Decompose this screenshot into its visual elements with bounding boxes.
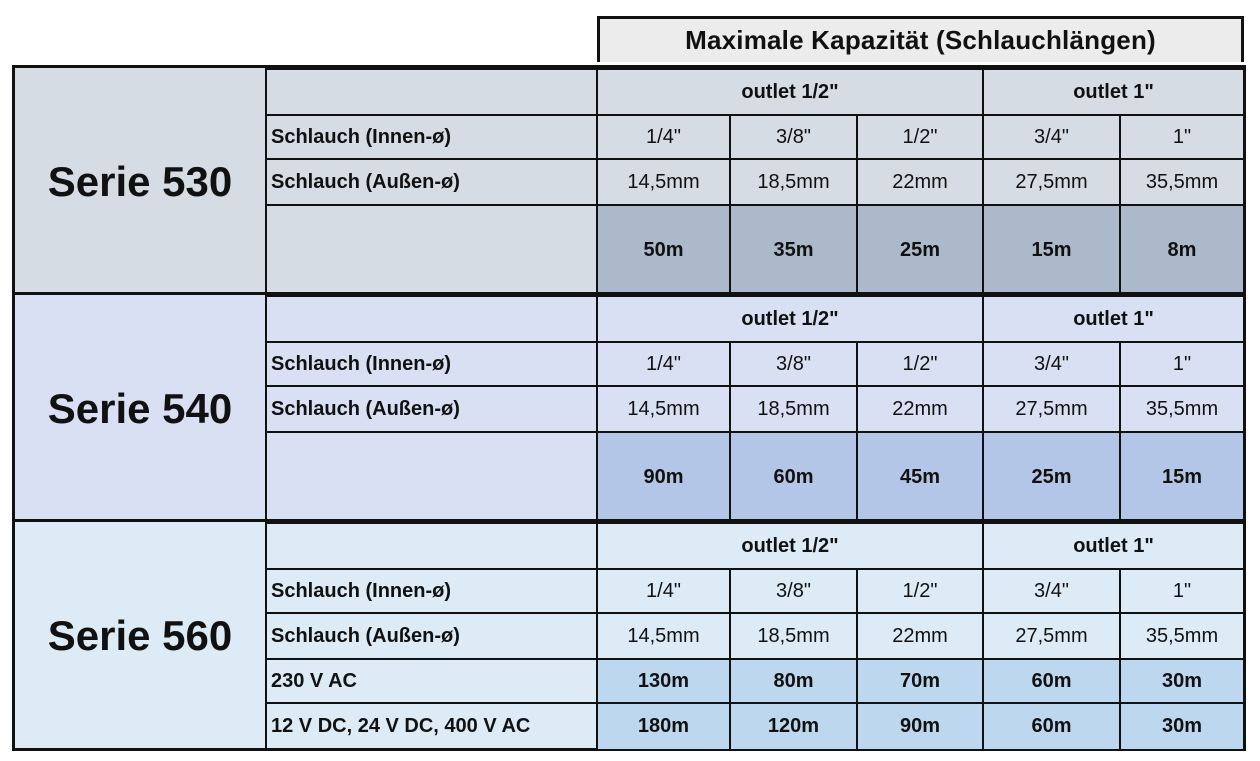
inner-diameter-cell: 3/8"	[730, 342, 857, 386]
outer-diameter-cell: 14,5mm	[597, 613, 730, 659]
inner-diameter-cell: 1"	[1120, 569, 1243, 613]
row-label: Schlauch (Innen-ø)	[266, 569, 597, 613]
capacity-value-cell: 45m	[857, 432, 983, 521]
outer-diameter-cell: 14,5mm	[597, 159, 730, 205]
capacity-value-cell: 15m	[983, 205, 1120, 294]
outer-diameter-cell: 18,5mm	[730, 613, 857, 659]
outer-diameter-cell: 22mm	[857, 159, 983, 205]
outer-diameter-cell: 18,5mm	[730, 159, 857, 205]
outer-diameter-cell: 27,5mm	[983, 386, 1120, 432]
inner-diameter-cell: 1/2"	[857, 569, 983, 613]
row-label: Schlauch (Außen-ø)	[266, 386, 597, 432]
outlet-group-header: outlet 1/2"	[597, 69, 983, 115]
outer-diameter-cell: 22mm	[857, 613, 983, 659]
capacity-value-cell: 15m	[1120, 432, 1243, 521]
series-name: Serie 540	[15, 296, 266, 521]
inner-diameter-cell: 3/8"	[730, 569, 857, 613]
row-label	[266, 205, 597, 294]
inner-diameter-cell: 3/8"	[730, 115, 857, 159]
capacity-value-cell: 50m	[597, 205, 730, 294]
row-label: Schlauch (Innen-ø)	[266, 342, 597, 386]
capacity-value-cell: 130m	[597, 659, 730, 703]
table-title: Maximale Kapazität (Schlauchlängen)	[597, 16, 1244, 62]
series-name: Serie 530	[15, 69, 266, 294]
row-label: 230 V AC	[266, 659, 597, 703]
outer-diameter-cell: 18,5mm	[730, 386, 857, 432]
capacity-value-cell: 30m	[1120, 659, 1243, 703]
outlet-group-header: outlet 1/2"	[597, 296, 983, 342]
series-section	[12, 292, 1246, 523]
capacity-value-cell: 35m	[730, 205, 857, 294]
series-table	[15, 68, 1243, 294]
series-section	[12, 65, 1246, 296]
capacity-value-cell: 90m	[857, 703, 983, 749]
capacity-value-cell: 25m	[983, 432, 1120, 521]
outer-diameter-cell: 27,5mm	[983, 613, 1120, 659]
capacity-value-cell: 60m	[983, 703, 1120, 749]
row-label: 12 V DC, 24 V DC, 400 V AC	[266, 703, 597, 749]
inner-diameter-cell: 1/4"	[597, 115, 730, 159]
row-label: Schlauch (Außen-ø)	[266, 613, 597, 659]
capacity-value-cell: 80m	[730, 659, 857, 703]
row-label: Schlauch (Innen-ø)	[266, 115, 597, 159]
series-section	[12, 519, 1246, 751]
outer-diameter-cell: 22mm	[857, 386, 983, 432]
empty-label-cell	[266, 523, 597, 569]
empty-label-cell	[266, 69, 597, 115]
series-name: Serie 560	[15, 523, 266, 749]
inner-diameter-cell: 3/4"	[983, 569, 1120, 613]
inner-diameter-cell: 1"	[1120, 342, 1243, 386]
outer-diameter-cell: 35,5mm	[1120, 159, 1243, 205]
capacity-value-cell: 60m	[730, 432, 857, 521]
capacity-value-cell: 180m	[597, 703, 730, 749]
outer-diameter-cell: 35,5mm	[1120, 613, 1243, 659]
inner-diameter-cell: 1/4"	[597, 342, 730, 386]
empty-label-cell	[266, 296, 597, 342]
inner-diameter-cell: 1/2"	[857, 342, 983, 386]
inner-diameter-cell: 3/4"	[983, 115, 1120, 159]
capacity-value-cell: 8m	[1120, 205, 1243, 294]
series-table	[15, 295, 1243, 521]
capacity-value-cell: 120m	[730, 703, 857, 749]
outlet-group-header: outlet 1"	[983, 69, 1243, 115]
outlet-group-header: outlet 1"	[983, 523, 1243, 569]
outlet-group-header: outlet 1/2"	[597, 523, 983, 569]
row-label: Schlauch (Außen-ø)	[266, 159, 597, 205]
series-table	[15, 522, 1243, 749]
outer-diameter-cell: 14,5mm	[597, 386, 730, 432]
inner-diameter-cell: 1"	[1120, 115, 1243, 159]
row-label	[266, 432, 597, 521]
capacity-value-cell: 90m	[597, 432, 730, 521]
inner-diameter-cell: 1/4"	[597, 569, 730, 613]
capacity-value-cell: 60m	[983, 659, 1120, 703]
inner-diameter-cell: 3/4"	[983, 342, 1120, 386]
capacity-value-cell: 30m	[1120, 703, 1243, 749]
capacity-value-cell: 70m	[857, 659, 983, 703]
outer-diameter-cell: 27,5mm	[983, 159, 1120, 205]
inner-diameter-cell: 1/2"	[857, 115, 983, 159]
capacity-value-cell: 25m	[857, 205, 983, 294]
outer-diameter-cell: 35,5mm	[1120, 386, 1243, 432]
outlet-group-header: outlet 1"	[983, 296, 1243, 342]
